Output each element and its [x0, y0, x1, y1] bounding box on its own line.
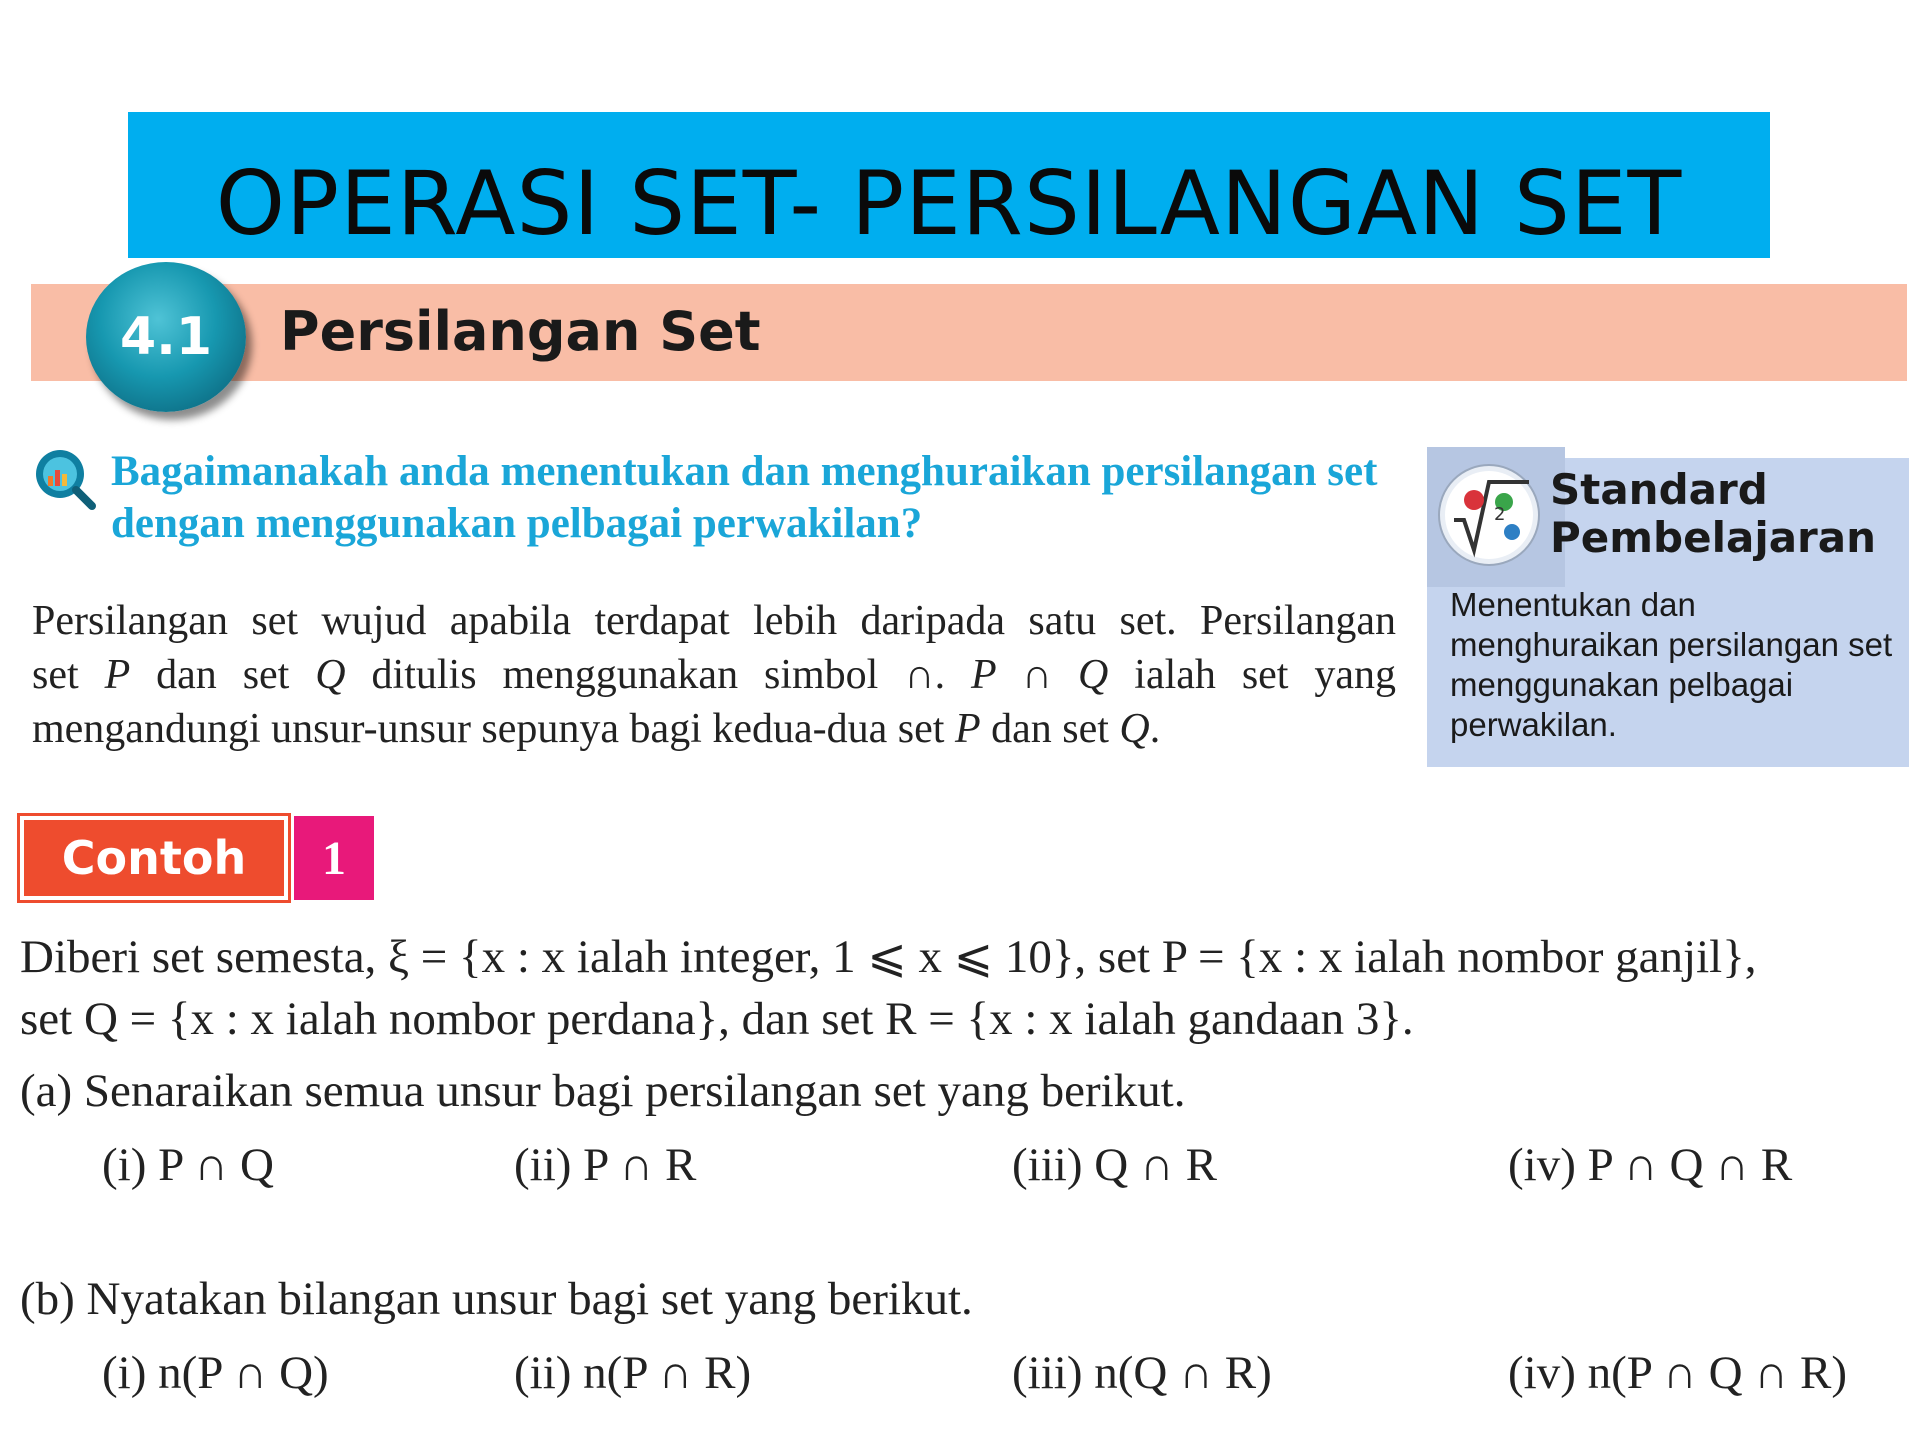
intro-line-3 — [32, 702, 1396, 756]
set-symbol: P — [104, 652, 131, 698]
svg-text:2: 2 — [1494, 504, 1506, 525]
example-number-badge — [294, 816, 374, 900]
guiding-question: Bagaimanakah anda menentukan dan menghuraikan persilangan set dengan menggunakan pelbagai perwakilan? — [111, 448, 1378, 547]
intro-text: . — [1149, 706, 1161, 752]
intro-text: ditulis menggunakan simbol ∩. — [345, 652, 971, 698]
given-line-2: set Q = {x : x ialah nombor perdana}, dan set R = {x : x ialah gandaan 3}. — [20, 993, 1414, 1045]
intro-text: dan set — [130, 652, 316, 698]
part-a-item-i: (i) P ∩ Q — [102, 1139, 274, 1191]
intro-text: ialah set yang — [1108, 652, 1397, 698]
given-line-1: Diberi set semesta, ξ = {x : x ialah integer, 1 ⩽ x ⩽ 10}, set P = {x : x ialah nombor ganjil}, — [20, 931, 1757, 983]
part-b-item-i: (i) n(P ∩ Q) — [102, 1347, 329, 1399]
page-title: OPERASI SET- PERSILANGAN SET — [215, 152, 1683, 255]
standard-description: Menentukan dan menghuraikan persilangan set menggunakan pelbagai perwakilan. — [1450, 586, 1893, 743]
part-b-item-iii: (iii) n(Q ∩ R) — [1012, 1347, 1272, 1399]
part-b-item-iv: (iv) n(P ∩ Q ∩ R) — [1508, 1347, 1847, 1399]
example-given — [20, 926, 1900, 1050]
intro-line-1: Persilangan set wujud apabila terdapat lebih daripada satu set. Persilangan — [32, 598, 1396, 644]
section-number-badge — [86, 262, 246, 412]
example-label — [20, 816, 288, 900]
set-symbol: Q — [1119, 706, 1150, 752]
math-symbols-icon — [1434, 460, 1544, 570]
intro-text: mengandungi unsur-unsur sepunya bagi kedua-dua set — [32, 706, 955, 752]
part-a-item-iii: (iii) Q ∩ R — [1012, 1139, 1217, 1191]
standard-title-line1: Standard — [1550, 465, 1768, 514]
section-number: 4.1 — [119, 307, 213, 367]
set-symbol: P — [954, 706, 981, 752]
title-banner — [128, 112, 1770, 258]
example-number: 1 — [322, 831, 346, 885]
intro-text: dan set — [980, 706, 1120, 752]
standard-title-line2: Pembelajaran — [1550, 513, 1877, 562]
section-title: Persilangan Set — [280, 300, 761, 363]
part-b-prompt: (b) Nyatakan bilangan unsur bagi set yang berikut. — [20, 1273, 973, 1325]
example-label-text: Contoh — [61, 831, 247, 885]
part-a-item-iv: (iv) P ∩ Q ∩ R — [1508, 1139, 1793, 1191]
intro-paragraph — [32, 594, 1396, 756]
part-a-item-ii: (ii) P ∩ R — [514, 1139, 697, 1191]
set-expression: P ∩ Q — [970, 652, 1109, 698]
set-symbol: Q — [315, 652, 346, 698]
part-a-prompt: (a) Senaraikan semua unsur bagi persilangan set yang berikut. — [20, 1065, 1186, 1117]
standard-title — [1550, 466, 1876, 562]
intro-line-2 — [32, 648, 1396, 702]
magnifier-q-icon — [32, 446, 96, 510]
part-b-item-ii: (ii) n(P ∩ R) — [514, 1347, 752, 1399]
intro-text: set — [32, 652, 105, 698]
